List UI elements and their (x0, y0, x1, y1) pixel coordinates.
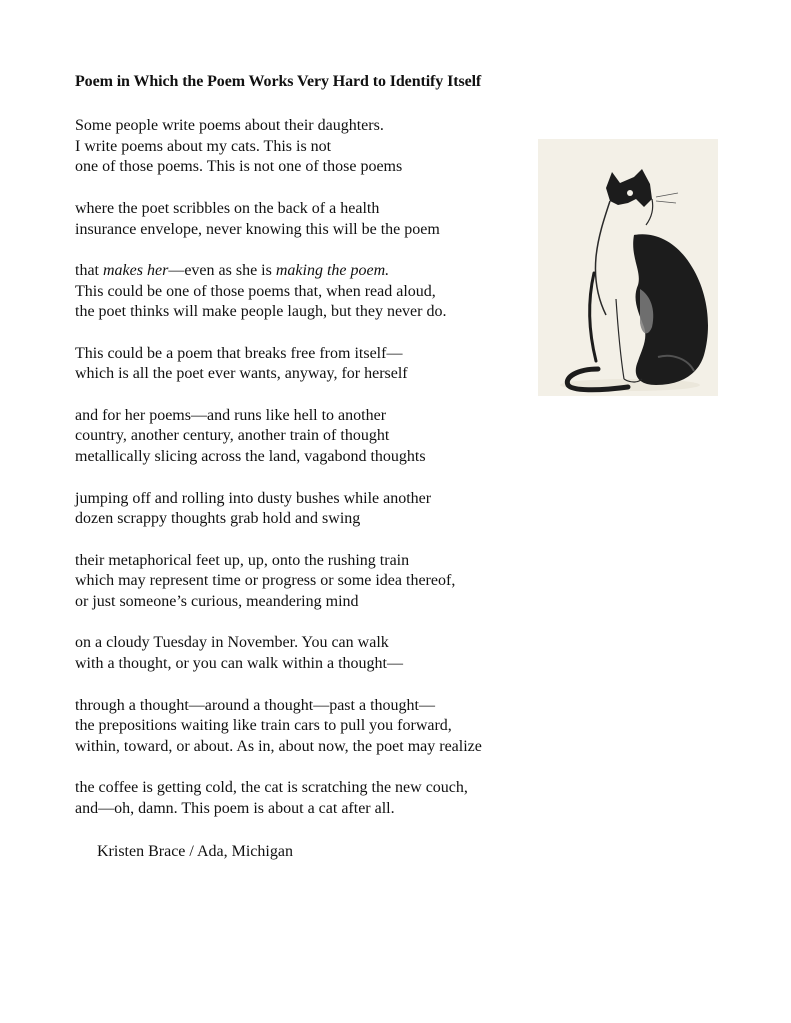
line-text: which is all the poet ever wants, anyway, for herself (75, 365, 408, 383)
poem-line (75, 778, 482, 799)
cat-ink-drawing (538, 139, 718, 396)
poem-stanza (75, 551, 482, 613)
line-text: jumping off and rolling into dusty bushes while another (75, 489, 432, 507)
poem-line (75, 551, 482, 572)
line-text: on a cloudy Tuesday in November. You can walk (75, 634, 389, 652)
line-text: the coffee is getting cold, the cat is scratching the new couch, (75, 779, 468, 797)
line-text: —even as she is (168, 261, 276, 279)
poem-line (75, 737, 482, 758)
line-text: which may represent time or progress or some idea thereof, (75, 572, 456, 590)
poem-stanza (75, 696, 482, 758)
poem-line (75, 716, 482, 737)
poem-line (75, 282, 482, 303)
poem-title: Poem in Which the Poem Works Very Hard to Identify Itself (75, 73, 482, 90)
line-text: and—oh, damn. This poem is about a cat after all. (75, 800, 395, 818)
line-text: or just someone’s curious, meandering mind (75, 593, 359, 611)
poem-line (75, 261, 482, 282)
poem-line (75, 447, 482, 468)
poem-stanza (75, 199, 482, 240)
poem-line (75, 799, 482, 820)
poem-stanza (75, 261, 482, 323)
poem-line (75, 592, 482, 613)
line-text: dozen scrappy thoughts grab hold and swing (75, 510, 361, 528)
poem-line (75, 633, 482, 654)
poem-line (75, 220, 482, 241)
line-text: and for her poems—and runs like hell to another (75, 406, 387, 424)
poem-line (75, 654, 482, 675)
line-text: This could be a poem that breaks free from itself— (75, 344, 403, 362)
poem-line (75, 489, 482, 510)
line-text: their metaphorical feet up, up, onto the rushing train (75, 551, 410, 569)
poem-line (75, 364, 482, 385)
line-text: with a thought, or you can walk within a thought— (75, 655, 403, 673)
poem-line (75, 696, 482, 717)
line-text: metallically slicing across the land, vagabond thoughts (75, 448, 426, 466)
poem-stanza (75, 344, 482, 385)
poem-line (75, 571, 482, 592)
italic-phrase: making the poem. (275, 261, 390, 279)
line-text: country, another century, another train of thought (75, 427, 390, 445)
poem-stanza (75, 116, 482, 178)
line-text: through a thought—around a thought—past a thought— (75, 696, 435, 714)
line-text: This could be one of those poems that, when read aloud, (75, 282, 436, 300)
line-text: where the poet scribbles on the back of a health (75, 199, 380, 217)
line-text: the poet thinks will make people laugh, but they never do. (75, 303, 447, 321)
poem-attribution: Kristen Brace / Ada, Michigan (97, 843, 293, 860)
line-text: within, toward, or about. As in, about now, the poet may realize (75, 737, 482, 755)
poem-line (75, 509, 482, 530)
cat-illustration (538, 139, 718, 396)
poem-stanza (75, 778, 482, 819)
poem-line (75, 406, 482, 427)
poem-body (75, 116, 482, 840)
poem-line (75, 344, 482, 365)
line-text: I write poems about my cats. This is not (75, 137, 332, 155)
line-text: Some people write poems about their daughters. (75, 117, 384, 134)
line-text: one of those poems. This is not one of those poems (75, 158, 403, 176)
poem-stanza (75, 406, 482, 468)
poem-stanza (75, 489, 482, 530)
line-text: that (75, 261, 103, 279)
line-text: the prepositions waiting like train cars to pull you forward, (75, 717, 452, 735)
italic-phrase: makes her (103, 261, 169, 279)
poem-line (75, 157, 482, 178)
line-text: insurance envelope, never knowing this will be the poem (75, 220, 440, 238)
poem-line (75, 426, 482, 447)
poem-line (75, 199, 482, 220)
poem-line (75, 137, 482, 158)
poem-stanza (75, 633, 482, 674)
poem-line (75, 116, 482, 137)
poem-line (75, 302, 482, 323)
